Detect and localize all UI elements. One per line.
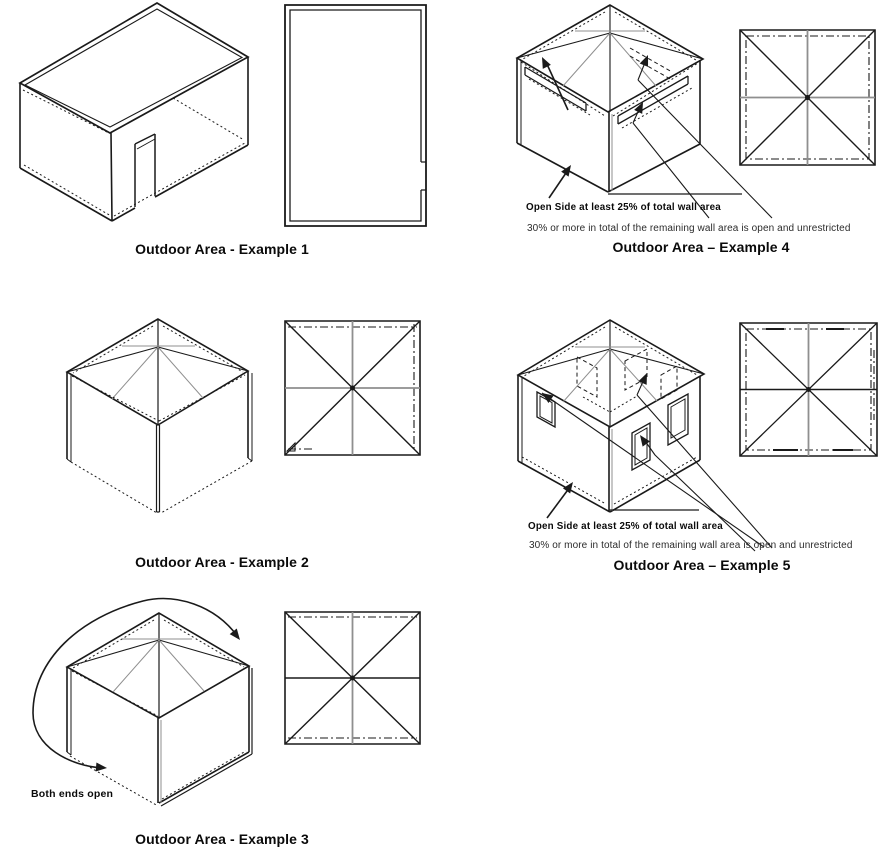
example-3-caption: Outdoor Area - Example 3 — [135, 831, 309, 847]
example-5-plan-view — [738, 320, 880, 462]
example-5-open-side-note: Open Side at least 25% of total wall area — [528, 521, 723, 532]
example-4-remaining-note: 30% or more in total of the remaining wall area is open and unrestricted — [527, 223, 851, 234]
example-1-caption: Outdoor Area - Example 1 — [135, 241, 309, 257]
example-4-open-side-note: Open Side at least 25% of total wall area — [526, 202, 721, 213]
example-2-plan-view — [283, 318, 425, 460]
example-3-plan-view — [283, 606, 425, 748]
example-1-isometric-view — [8, 0, 260, 228]
example-3-both-ends-note: Both ends open — [31, 788, 114, 800]
example-3-isometric-view — [25, 585, 270, 815]
example-5-caption: Outdoor Area – Example 5 — [613, 557, 791, 573]
example-2-isometric-view — [55, 310, 265, 520]
example-1-plan-view — [283, 3, 429, 229]
example-4-caption: Outdoor Area – Example 4 — [612, 239, 790, 255]
example-5-remaining-note: 30% or more in total of the remaining wall area is open and unrestricted — [529, 540, 853, 551]
example-2-caption: Outdoor Area - Example 2 — [135, 554, 309, 570]
example-4-plan-view — [738, 28, 880, 170]
